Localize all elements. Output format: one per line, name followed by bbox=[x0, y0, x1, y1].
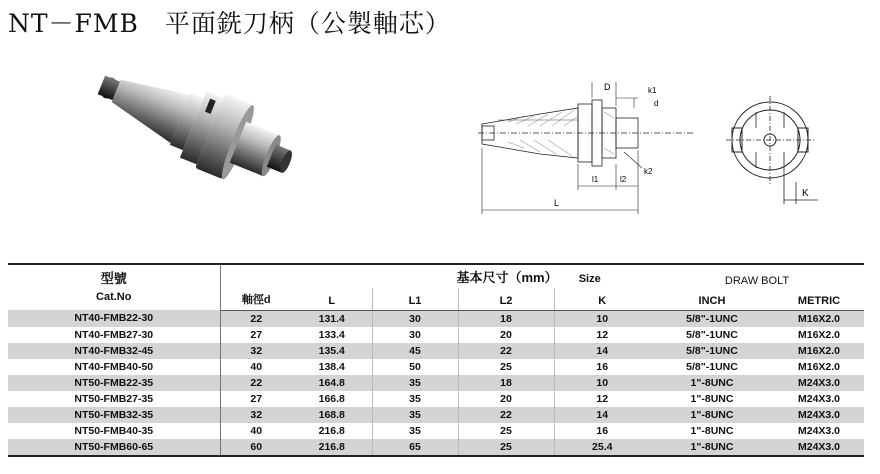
cell-inch: 5/8"-1UNC bbox=[686, 360, 738, 373]
cell-d: 22 bbox=[220, 310, 292, 327]
cell-model: NT40-FMB32-45 bbox=[8, 343, 220, 359]
col-header-L1: L1 bbox=[372, 288, 458, 310]
label-D: D bbox=[604, 82, 611, 92]
cell-metric: M16X2.0 bbox=[797, 360, 841, 373]
cell-L1: 30 bbox=[372, 327, 458, 343]
table-row bbox=[8, 310, 864, 327]
cell-L: 135.4 bbox=[292, 343, 372, 359]
cell-L2: 20 bbox=[458, 391, 554, 407]
cell-model: NT40-FMB27-30 bbox=[8, 327, 220, 343]
cell-model: NT50-FMB40-35 bbox=[8, 423, 220, 439]
cell-L1: 35 bbox=[372, 391, 458, 407]
cell-d: 27 bbox=[250, 328, 263, 341]
cell-model: NT40-FMB22-30 bbox=[8, 310, 220, 327]
cell-L1: 65 bbox=[372, 439, 458, 456]
cell-K: 14 bbox=[554, 343, 650, 359]
cell-K: 16 bbox=[554, 423, 650, 439]
cell-L: 166.8 bbox=[318, 392, 345, 405]
end-view-drawing bbox=[718, 92, 828, 214]
cell-L2: 25 bbox=[458, 439, 554, 456]
table-row bbox=[8, 439, 864, 456]
cell-d: 22 bbox=[220, 375, 292, 391]
cell-metric: M24X3.0 bbox=[774, 407, 864, 423]
technical-drawing bbox=[468, 78, 698, 218]
cell-metric: M16X2.0 bbox=[797, 328, 841, 341]
cell-K: 12 bbox=[554, 391, 650, 407]
size-label: Size bbox=[578, 273, 601, 285]
cell-inch: 5/8"-1UNC bbox=[686, 328, 738, 341]
col-header-K: K bbox=[554, 288, 650, 310]
table-row bbox=[8, 327, 864, 343]
label-K: K bbox=[802, 188, 809, 199]
model-header bbox=[8, 264, 220, 310]
cell-L2: 25 bbox=[458, 423, 554, 439]
model-header-cn: 型號 bbox=[100, 271, 127, 286]
cell-model: NT50-FMB22-35 bbox=[8, 375, 220, 391]
cell-L2: 22 bbox=[458, 407, 554, 423]
cell-metric: M24X3.0 bbox=[797, 392, 841, 405]
dims-title: 基本尺寸（mm） bbox=[456, 270, 558, 285]
col-header-L2: L2 bbox=[458, 288, 554, 310]
cell-inch: 1"-8UNC bbox=[690, 424, 734, 437]
col-header-inch: INCH bbox=[650, 288, 774, 310]
table-row bbox=[8, 375, 864, 391]
col-header-d: 軸徑d bbox=[220, 288, 292, 310]
label-k2: k2 bbox=[644, 167, 653, 176]
cell-K: 14 bbox=[554, 407, 650, 423]
table-row bbox=[8, 359, 864, 375]
label-L: L bbox=[554, 198, 560, 208]
cell-inch: 5/8"-1UNC bbox=[650, 310, 774, 327]
cell-L: 164.8 bbox=[292, 375, 372, 391]
label-l1: l1 bbox=[592, 175, 599, 184]
spec-table bbox=[8, 263, 864, 457]
cell-K: 12 bbox=[554, 327, 650, 343]
cell-L: 216.8 bbox=[292, 439, 372, 456]
col-header-L: L bbox=[292, 288, 372, 310]
cell-model: NT50-FMB60-65 bbox=[8, 439, 220, 456]
cell-L1: 35 bbox=[372, 375, 458, 391]
cell-K: 16 bbox=[554, 359, 650, 375]
label-l2: l2 bbox=[620, 175, 627, 184]
dims-header bbox=[220, 264, 650, 288]
cell-d: 27 bbox=[250, 392, 263, 405]
table-row bbox=[8, 423, 864, 439]
table-row bbox=[8, 391, 864, 407]
cell-L2: 20 bbox=[458, 327, 554, 343]
cell-metric: M16X2.0 bbox=[774, 343, 864, 359]
cell-L2: 18 bbox=[458, 375, 554, 391]
cell-L1: 35 bbox=[372, 407, 458, 423]
cell-L2: 25 bbox=[458, 359, 554, 375]
cell-d: 40 bbox=[250, 360, 263, 373]
cell-L: 168.8 bbox=[292, 407, 372, 423]
cell-d: 32 bbox=[220, 343, 292, 359]
cell-L1: 35 bbox=[372, 423, 458, 439]
cell-L: 131.4 bbox=[292, 310, 372, 327]
cell-inch: 5/8"-1UNC bbox=[650, 343, 774, 359]
cell-K: 25.4 bbox=[554, 439, 650, 456]
product-photo bbox=[74, 62, 296, 212]
cell-metric: M24X3.0 bbox=[774, 375, 864, 391]
page-title: NT－FMB 平面銑刀柄（公製軸芯） bbox=[8, 9, 451, 38]
cell-L1: 30 bbox=[372, 310, 458, 327]
cell-L: 216.8 bbox=[318, 424, 345, 437]
cell-model: NT50-FMB32-35 bbox=[8, 407, 220, 423]
cell-L1: 50 bbox=[372, 359, 458, 375]
cell-d: 32 bbox=[220, 407, 292, 423]
cell-metric: M24X3.0 bbox=[797, 424, 841, 437]
cell-L: 138.4 bbox=[318, 360, 345, 373]
cell-d: 60 bbox=[220, 439, 292, 456]
cell-L1: 45 bbox=[372, 343, 458, 359]
cell-metric: M24X3.0 bbox=[774, 439, 864, 456]
cell-inch: 1"-8UNC bbox=[650, 407, 774, 423]
col-header-metric: METRIC bbox=[774, 288, 864, 310]
cell-K: 10 bbox=[554, 375, 650, 391]
cell-inch: 1"-8UNC bbox=[650, 375, 774, 391]
spec-table-wrapper bbox=[8, 263, 864, 457]
model-header-en: Cat.No bbox=[96, 291, 132, 303]
cell-inch: 1"-8UNC bbox=[690, 392, 734, 405]
cell-L2: 18 bbox=[458, 310, 554, 327]
draw-bolt-header: DRAW BOLT bbox=[650, 264, 864, 288]
label-d: d bbox=[654, 99, 659, 108]
label-k1: k1 bbox=[648, 86, 657, 95]
cell-metric: M16X2.0 bbox=[774, 310, 864, 327]
table-row bbox=[8, 407, 864, 423]
cell-model: NT50-FMB27-35 bbox=[8, 391, 220, 407]
table-row bbox=[8, 343, 864, 359]
cell-inch: 1"-8UNC bbox=[650, 439, 774, 456]
cell-L2: 22 bbox=[458, 343, 554, 359]
cell-K: 10 bbox=[554, 310, 650, 327]
cell-L: 133.4 bbox=[318, 328, 345, 341]
cell-model: NT40-FMB40-50 bbox=[8, 359, 220, 375]
cell-d: 40 bbox=[250, 424, 263, 437]
